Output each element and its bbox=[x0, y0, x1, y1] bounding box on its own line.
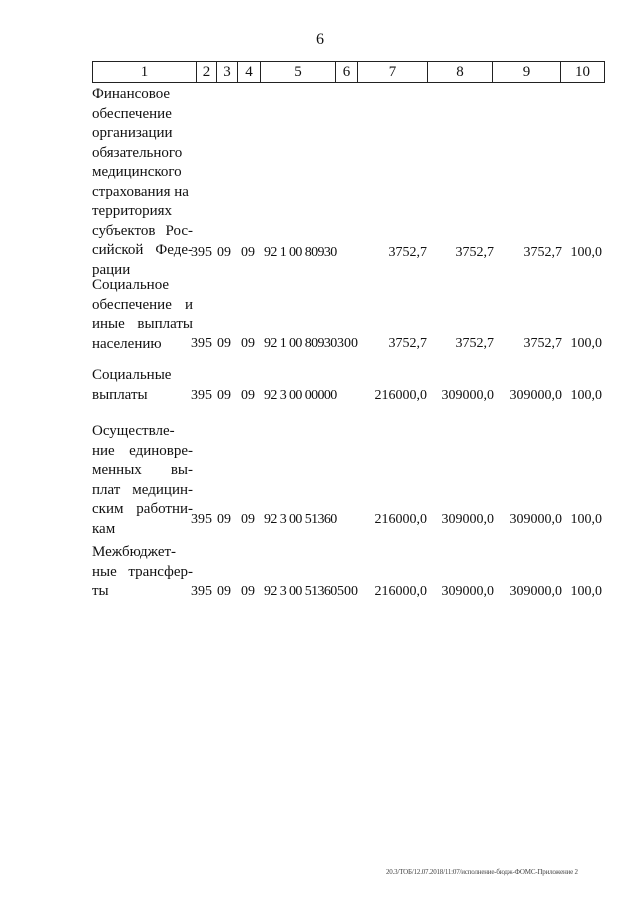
row-name-line: ты bbox=[92, 583, 109, 599]
cell-c5: 92 1 00 80930 bbox=[264, 336, 337, 351]
cell-c2: 395 bbox=[191, 336, 212, 351]
cell-c10: 100,0 bbox=[570, 336, 602, 351]
row-name-line: Осуществле- bbox=[92, 423, 175, 439]
cell-c6: 500 bbox=[337, 584, 358, 599]
row-name bbox=[92, 543, 193, 602]
row-name-line: обеспечение и bbox=[92, 296, 193, 313]
cell-c5: 92 1 00 80930 bbox=[264, 245, 337, 260]
cell-c5: 92 3 00 51360 bbox=[264, 584, 337, 599]
cell-c2: 395 bbox=[191, 388, 212, 403]
cell-c3: 09 bbox=[217, 388, 231, 403]
cell-c9: 309000,0 bbox=[509, 512, 562, 527]
row-name-line: сийской Феде- bbox=[92, 242, 193, 258]
row-name-line: обязательного bbox=[92, 144, 183, 161]
cell-c2: 395 bbox=[191, 245, 212, 260]
row-name-line: рации bbox=[92, 261, 131, 278]
cell-c5: 92 3 00 00000 bbox=[264, 388, 337, 403]
cell-c10: 100,0 bbox=[570, 245, 602, 260]
row-name-line: организации bbox=[92, 125, 173, 141]
cell-c10: 100,0 bbox=[570, 584, 602, 599]
cell-c6: 300 bbox=[337, 336, 358, 351]
cell-c7: 216000,0 bbox=[374, 584, 427, 599]
column-header-5: 5 bbox=[261, 62, 336, 82]
cell-c3: 09 bbox=[217, 245, 231, 260]
cell-c7: 216000,0 bbox=[374, 388, 427, 403]
row-name bbox=[92, 422, 193, 539]
row-name-line: Межбюджет- bbox=[92, 544, 177, 560]
row-name bbox=[92, 276, 193, 354]
row-name bbox=[92, 85, 193, 280]
cell-c7: 216000,0 bbox=[374, 512, 427, 527]
row-name-line: выплаты bbox=[92, 386, 148, 403]
cell-c10: 100,0 bbox=[570, 388, 602, 403]
row-name-line: иные выплаты bbox=[92, 316, 193, 332]
cell-c7: 3752,7 bbox=[388, 336, 427, 351]
column-header-9: 9 bbox=[493, 62, 561, 82]
cell-c8: 3752,7 bbox=[455, 336, 494, 351]
row-name-line: субъектов Рос- bbox=[92, 222, 193, 239]
cell-c7: 3752,7 bbox=[388, 245, 427, 260]
cell-c3: 09 bbox=[217, 584, 231, 599]
row-name-line: ским работни- bbox=[92, 501, 193, 517]
cell-c9: 3752,7 bbox=[523, 245, 562, 260]
column-header-3: 3 bbox=[217, 62, 238, 82]
row-name-line: населению bbox=[92, 335, 162, 352]
row-name-line: плат медицин- bbox=[92, 481, 193, 498]
cell-c8: 309000,0 bbox=[441, 388, 494, 403]
row-name-line: кам bbox=[92, 520, 116, 537]
cell-c4: 09 bbox=[241, 584, 255, 599]
footer-text: 20.3/ТОБ/12.07.2018/11:07/исполнение-бюдж-ФОМС-Приложение 2 bbox=[386, 868, 578, 876]
cell-c2: 395 bbox=[191, 584, 212, 599]
cell-c4: 09 bbox=[241, 512, 255, 527]
column-header-6: 6 bbox=[336, 62, 358, 82]
row-name-line: ние единовре- bbox=[92, 442, 193, 459]
row-name bbox=[92, 366, 193, 405]
cell-c5: 92 3 00 51360 bbox=[264, 512, 337, 527]
cell-c2: 395 bbox=[191, 512, 212, 527]
row-name-line: обеспечение bbox=[92, 105, 172, 122]
table-header bbox=[92, 61, 605, 83]
row-name-line: территориях bbox=[92, 203, 173, 219]
row-name-line: ные трансфер- bbox=[92, 563, 193, 580]
cell-c9: 309000,0 bbox=[509, 584, 562, 599]
cell-c9: 3752,7 bbox=[523, 336, 562, 351]
row-name-line: Социальные bbox=[92, 367, 172, 383]
column-header-8: 8 bbox=[428, 62, 493, 82]
cell-c8: 309000,0 bbox=[441, 584, 494, 599]
cell-c8: 3752,7 bbox=[455, 245, 494, 260]
cell-c9: 309000,0 bbox=[509, 388, 562, 403]
cell-c3: 09 bbox=[217, 336, 231, 351]
cell-c4: 09 bbox=[241, 245, 255, 260]
page-number: 6 bbox=[316, 31, 324, 48]
row-name-line: медицинского bbox=[92, 164, 182, 180]
cell-c10: 100,0 bbox=[570, 512, 602, 527]
row-name-line: Финансовое bbox=[92, 86, 171, 102]
cell-c3: 09 bbox=[217, 512, 231, 527]
column-header-1: 1 bbox=[93, 62, 197, 82]
cell-c8: 309000,0 bbox=[441, 512, 494, 527]
row-name-line: менных вы- bbox=[92, 462, 193, 478]
column-header-7: 7 bbox=[358, 62, 428, 82]
column-header-10: 10 bbox=[575, 64, 590, 80]
row-name-line: страхования на bbox=[92, 183, 189, 200]
cell-c4: 09 bbox=[241, 336, 255, 351]
row-name-line: Социальное bbox=[92, 277, 170, 293]
column-header-4: 4 bbox=[238, 62, 261, 82]
column-header-2: 2 bbox=[197, 62, 217, 82]
cell-c4: 09 bbox=[241, 388, 255, 403]
